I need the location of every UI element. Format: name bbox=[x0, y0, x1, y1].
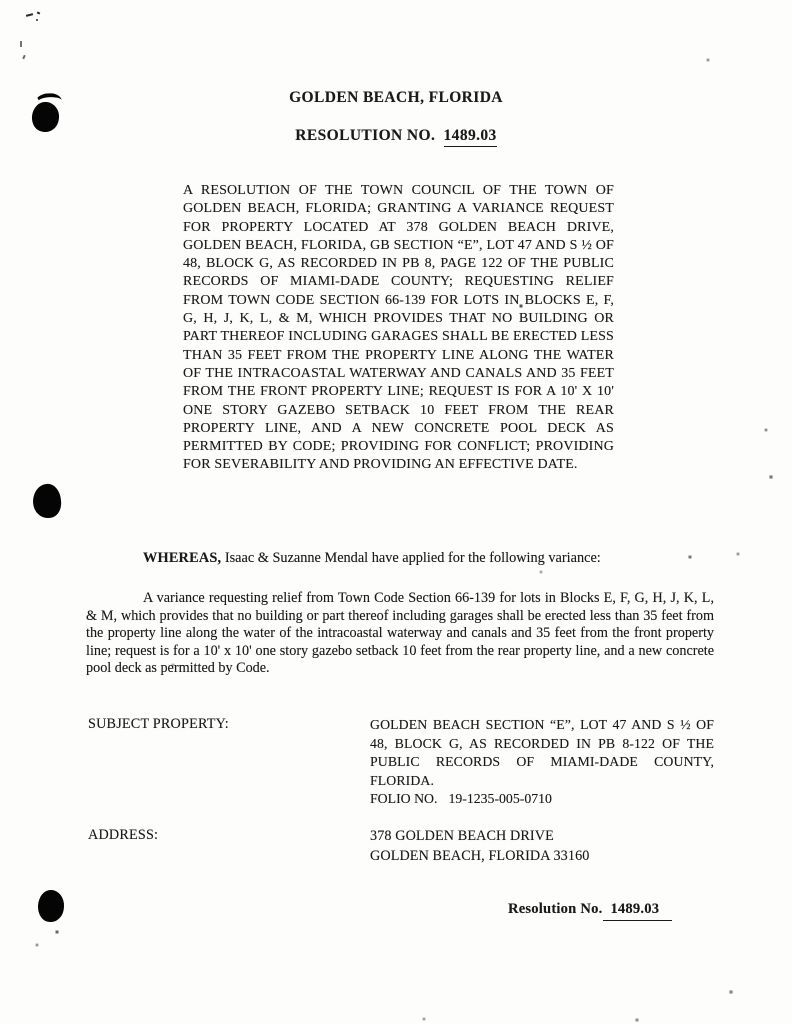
folio-number bbox=[370, 790, 714, 809]
subject-property-value bbox=[370, 716, 714, 809]
subject-property-row bbox=[88, 716, 714, 809]
whereas-text: Isaac & Suzanne Mendal have applied for the following variance: bbox=[221, 550, 601, 566]
town-name-title: GOLDEN BEACH, FLORIDA bbox=[289, 89, 503, 106]
address-label: ADDRESS: bbox=[88, 827, 159, 843]
subject-property-label: SUBJECT PROPERTY: bbox=[88, 716, 229, 732]
resolution-number: 1489.03 bbox=[444, 127, 497, 147]
footer-resolution bbox=[508, 901, 672, 921]
subject-property-description: GOLDEN BEACH SECTION “E”, LOT 47 AND S ½ OF 48, BLOCK G, AS RECORDED IN PB 8-122 OF THE PUBLIC RECORDS OF MIAMI-DADE COUNTY, FLORIDA. bbox=[370, 717, 714, 788]
address-line-1: 378 GOLDEN BEACH DRIVE bbox=[370, 828, 554, 844]
whereas-keyword: WHEREAS, bbox=[143, 550, 222, 566]
footer-resolution-number: 1489.03 bbox=[603, 901, 672, 921]
resolution-heading-label: RESOLUTION NO. bbox=[295, 127, 436, 144]
folio-label: FOLIO NO. bbox=[370, 791, 438, 806]
footer-resolution-label: Resolution No. bbox=[508, 901, 603, 917]
address-row bbox=[88, 827, 589, 866]
whereas-clause bbox=[86, 549, 718, 567]
variance-paragraph: A variance requesting relief from Town Code Section 66-139 for lots in Blocks E, F, G, H, J, K, L, & M, which provides that no building or part thereof including garages shall be erected less than 35 feet from the property line along the water of the intracoastal waterway and canals and 35 feet from the front property line; request is for a 10' x 10' one story gazebo setback 10 feet from the rear property line, and a new concrete pool deck as permitted by Code. bbox=[86, 590, 714, 676]
preamble-paragraph: A RESOLUTION OF THE TOWN COUNCIL OF THE TOWN OF GOLDEN BEACH, FLORIDA; GRANTING A VARIANCE REQUEST FOR PROPERTY LOCATED AT 378 GOLDEN BEACH DRIVE, GOLDEN BEACH, FLORIDA, GB SECTION “E”, LOT 47 AND S ½ OF 48, BLOCK G, AS RECORDED IN PB 8, PAGE 122 OF THE PUBLIC RECORDS OF MIAMI-DADE COUNTY; REQUESTING RELIEF FROM TOWN CODE SECTION 66-139 FOR LOTS IN BLOCKS E, F, G, H, J, K, L, & M, WHICH PROVIDES THAT NO BUILDING OR PART THEREOF INCLUDING GARAGES SHALL BE ERECTED LESS THAN 35 FEET FROM THE PROPERTY LINE ALONG THE WATER OF THE INTRACOASTAL WATERWAY AND CANALS AND 35 FEET FROM THE FRONT PROPERTY LINE; REQUEST IS FOR A 10' X 10' ONE STORY GAZEBO SETBACK 10 FEET FROM THE REAR PROPERTY LINE, AND A NEW CONCRETE POOL DECK AS PERMITTED BY CODE; PROVIDING FOR CONFLICT; PROVIDING FOR SEVERABILITY AND PROVIDING AN EFFECTIVE DATE. bbox=[183, 183, 614, 473]
hole-punch-mark bbox=[32, 483, 62, 519]
address-value bbox=[370, 827, 589, 866]
scan-specks bbox=[0, 0, 2, 2]
resolution-heading bbox=[0, 127, 792, 147]
folio-value: 19-1235-005-0710 bbox=[448, 791, 552, 806]
address-line-2: GOLDEN BEACH, FLORIDA 33160 bbox=[370, 847, 590, 864]
hole-punch-mark bbox=[37, 889, 65, 922]
